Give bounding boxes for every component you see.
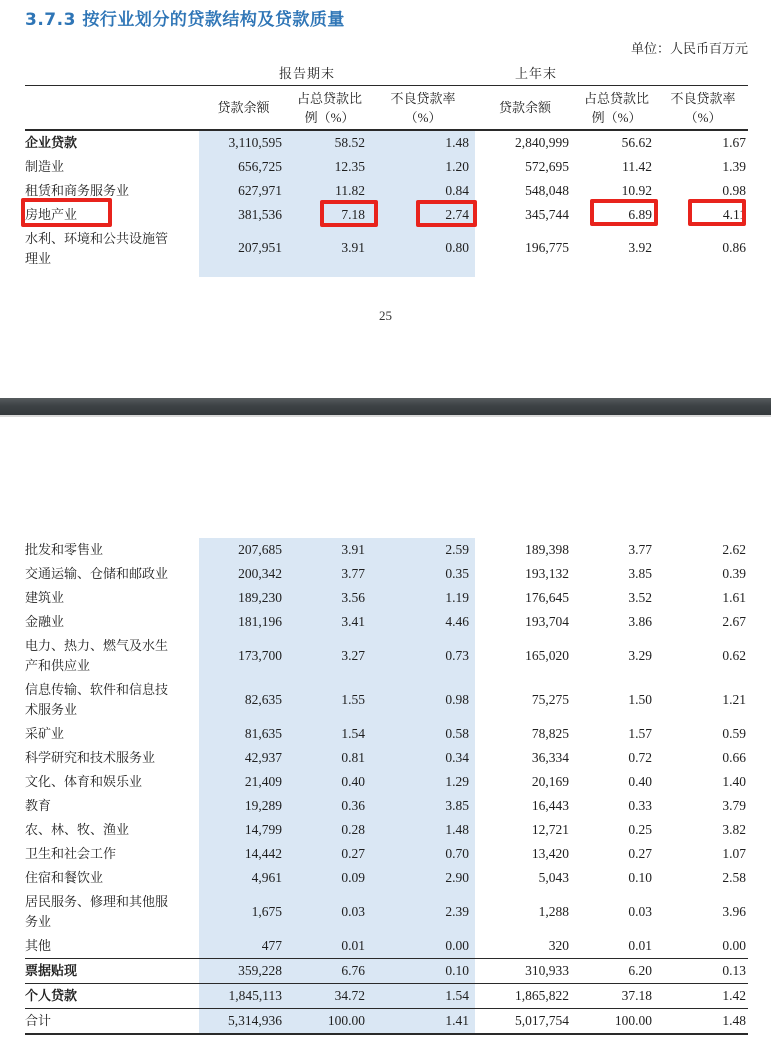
row-label: 建筑业 bbox=[25, 590, 65, 605]
cell-value: 359,228 bbox=[199, 959, 288, 983]
table-body-part2 bbox=[25, 538, 748, 1035]
cell-value: 320 bbox=[548, 938, 569, 953]
cell-value: 1.39 bbox=[722, 159, 746, 174]
row-label: 科学研究和技术服务业 bbox=[25, 750, 156, 765]
section-title: 3.7.3 按行业划分的贷款结构及贷款质量 bbox=[25, 10, 345, 30]
table-row bbox=[25, 958, 748, 983]
cell-value: 1.07 bbox=[722, 846, 746, 861]
column-header-label: 不良贷款率 bbox=[670, 90, 736, 106]
row-label: 企业贷款 bbox=[25, 135, 78, 150]
cell-value: 11.42 bbox=[622, 159, 652, 174]
cell-value: 0.73 bbox=[371, 634, 475, 678]
column-header-label: （%） bbox=[404, 109, 442, 125]
table-row bbox=[25, 538, 748, 562]
cell-value: 16,443 bbox=[531, 798, 569, 813]
cell-value: 181,196 bbox=[199, 610, 288, 634]
cell-value: 165,020 bbox=[525, 648, 569, 663]
group-header-previous-year: 上年末 bbox=[514, 66, 558, 81]
cell-value: 1.21 bbox=[722, 692, 746, 707]
column-header-row bbox=[25, 86, 748, 131]
column-header-share-current bbox=[288, 86, 371, 129]
cell-value: 3.85 bbox=[628, 566, 652, 581]
cell-value: 0.98 bbox=[371, 678, 475, 722]
cell-value: 0.58 bbox=[371, 722, 475, 746]
cell-value: 0.40 bbox=[628, 774, 652, 789]
cell-value: 5,314,936 bbox=[199, 1009, 288, 1033]
row-label: 农、林、牧、渔业 bbox=[25, 822, 130, 837]
cell-value: 75,275 bbox=[531, 692, 569, 707]
loan-table-part1 bbox=[25, 58, 748, 277]
cell-value: 310,933 bbox=[525, 963, 569, 978]
cell-value: 193,704 bbox=[525, 614, 569, 629]
column-header-balance-previous bbox=[475, 86, 575, 129]
cell-value: 42,937 bbox=[199, 746, 288, 770]
cell-value: 37.18 bbox=[621, 988, 652, 1003]
table-row bbox=[25, 562, 748, 586]
table-row bbox=[25, 722, 748, 746]
cell-value: 200,342 bbox=[199, 562, 288, 586]
cell-value: 12,721 bbox=[531, 822, 569, 837]
cell-value: 10.92 bbox=[621, 183, 652, 198]
page-number: 25 bbox=[379, 308, 392, 323]
cell-value: 14,442 bbox=[199, 842, 288, 866]
cell-value: 3.96 bbox=[722, 904, 746, 919]
table-row bbox=[25, 155, 748, 179]
cell-value: 0.72 bbox=[628, 750, 652, 765]
cell-value: 0.03 bbox=[288, 890, 371, 934]
group-header-current-period: 报告期末 bbox=[278, 66, 336, 81]
cell-value: 0.86 bbox=[722, 240, 746, 255]
cell-value: 6.89 bbox=[628, 207, 652, 222]
column-header-empty bbox=[25, 86, 199, 129]
cell-value: 0.01 bbox=[628, 938, 652, 953]
cell-value: 189,230 bbox=[199, 586, 288, 610]
cell-value: 0.80 bbox=[371, 227, 475, 277]
cell-value: 34.72 bbox=[288, 984, 371, 1008]
cell-value: 0.10 bbox=[628, 870, 652, 885]
cell-value: 58.52 bbox=[288, 131, 371, 155]
cell-value: 0.81 bbox=[288, 746, 371, 770]
cell-value: 3.86 bbox=[628, 614, 652, 629]
cell-value: 3.29 bbox=[628, 648, 652, 663]
row-label: 批发和零售业 bbox=[25, 542, 104, 557]
cell-value: 0.25 bbox=[628, 822, 652, 837]
cell-value: 1.29 bbox=[371, 770, 475, 794]
table-row bbox=[25, 842, 748, 866]
cell-value: 1.54 bbox=[288, 722, 371, 746]
cell-value: 6.20 bbox=[628, 963, 652, 978]
cell-value: 173,700 bbox=[199, 634, 288, 678]
cell-value: 20,169 bbox=[531, 774, 569, 789]
cell-value: 3.52 bbox=[628, 590, 652, 605]
cell-value: 1.41 bbox=[371, 1009, 475, 1033]
cell-value: 13,420 bbox=[531, 846, 569, 861]
cell-value: 0.33 bbox=[628, 798, 652, 813]
cell-value: 2.74 bbox=[371, 203, 475, 227]
column-header-share-previous bbox=[575, 86, 658, 129]
row-label: 居民服务、修理和其他服务业 bbox=[25, 894, 169, 929]
cell-value: 0.98 bbox=[722, 183, 746, 198]
cell-value: 0.59 bbox=[722, 726, 746, 741]
cell-value: 572,695 bbox=[525, 159, 569, 174]
cell-value: 3.91 bbox=[288, 538, 371, 562]
cell-value: 2.59 bbox=[371, 538, 475, 562]
row-label: 卫生和社会工作 bbox=[25, 846, 117, 861]
cell-value: 3.79 bbox=[722, 798, 746, 813]
cell-value: 656,725 bbox=[199, 155, 288, 179]
cell-value: 193,132 bbox=[525, 566, 569, 581]
cell-value: 0.27 bbox=[288, 842, 371, 866]
cell-value: 0.10 bbox=[371, 959, 475, 983]
cell-value: 3.82 bbox=[722, 822, 746, 837]
cell-value: 4.11 bbox=[722, 207, 746, 222]
cell-value: 4,961 bbox=[199, 866, 288, 890]
cell-value: 3.85 bbox=[371, 794, 475, 818]
cell-value: 3.77 bbox=[628, 542, 652, 557]
row-label: 住宿和餐饮业 bbox=[25, 870, 104, 885]
table-row bbox=[25, 634, 748, 678]
cell-value: 3.77 bbox=[288, 562, 371, 586]
table-row bbox=[25, 1008, 748, 1035]
cell-value: 2.62 bbox=[722, 542, 746, 557]
column-header-npl-previous bbox=[658, 86, 748, 129]
cell-value: 1.54 bbox=[371, 984, 475, 1008]
cell-value: 0.27 bbox=[628, 846, 652, 861]
cell-value: 1.48 bbox=[722, 1013, 746, 1028]
cell-value: 0.62 bbox=[722, 648, 746, 663]
table-row bbox=[25, 678, 748, 722]
row-label: 租赁和商务服务业 bbox=[25, 183, 130, 198]
group-header-row bbox=[25, 58, 748, 86]
cell-value: 1,675 bbox=[199, 890, 288, 934]
column-header-label: 贷款余额 bbox=[217, 100, 270, 115]
cell-value: 0.36 bbox=[288, 794, 371, 818]
cell-value: 2.39 bbox=[371, 890, 475, 934]
cell-value: 627,971 bbox=[199, 179, 288, 203]
cell-value: 4.46 bbox=[371, 610, 475, 634]
cell-value: 21,409 bbox=[199, 770, 288, 794]
table-row bbox=[25, 934, 748, 958]
row-label: 水利、环境和公共设施管理业 bbox=[25, 231, 169, 266]
cell-value: 0.00 bbox=[371, 934, 475, 958]
cell-value: 0.35 bbox=[371, 562, 475, 586]
column-header-label: 占总贷款比 bbox=[296, 90, 362, 106]
cell-value: 1.50 bbox=[628, 692, 652, 707]
row-label: 交通运输、仓储和邮政业 bbox=[25, 566, 169, 581]
cell-value: 3.91 bbox=[288, 227, 371, 277]
cell-value: 345,744 bbox=[525, 207, 569, 222]
column-header-label: 例（%） bbox=[591, 109, 642, 125]
cell-value: 6.76 bbox=[288, 959, 371, 983]
cell-value: 0.34 bbox=[371, 746, 475, 770]
cell-value: 1.61 bbox=[722, 590, 746, 605]
row-label: 房地产业 bbox=[25, 207, 78, 222]
cell-value: 3.41 bbox=[288, 610, 371, 634]
row-label: 信息传输、软件和信息技术服务业 bbox=[25, 682, 169, 717]
cell-value: 2,840,999 bbox=[515, 135, 569, 150]
cell-value: 0.40 bbox=[288, 770, 371, 794]
cell-value: 548,048 bbox=[525, 183, 569, 198]
cell-value: 82,635 bbox=[199, 678, 288, 722]
column-header-label: 不良贷款率 bbox=[390, 90, 456, 106]
cell-value: 0.70 bbox=[371, 842, 475, 866]
cell-value: 3.56 bbox=[288, 586, 371, 610]
cell-value: 207,951 bbox=[199, 227, 288, 277]
cell-value: 207,685 bbox=[199, 538, 288, 562]
cell-value: 1.48 bbox=[371, 131, 475, 155]
table-row bbox=[25, 586, 748, 610]
cell-value: 1,288 bbox=[538, 904, 569, 919]
table-row bbox=[25, 610, 748, 634]
page-separator-bar bbox=[0, 398, 771, 417]
cell-value: 3,110,595 bbox=[199, 131, 288, 155]
cell-value: 12.35 bbox=[288, 155, 371, 179]
cell-value: 196,775 bbox=[525, 240, 569, 255]
cell-value: 1.48 bbox=[371, 818, 475, 842]
cell-value: 11.82 bbox=[288, 179, 371, 203]
cell-value: 1.42 bbox=[722, 988, 746, 1003]
row-label: 文化、体育和娱乐业 bbox=[25, 774, 143, 789]
row-label: 票据贴现 bbox=[25, 963, 78, 978]
table-body-part1 bbox=[25, 131, 748, 277]
column-header-label: 例（%） bbox=[304, 109, 355, 125]
cell-value: 3.27 bbox=[288, 634, 371, 678]
cell-value: 0.66 bbox=[722, 750, 746, 765]
cell-value: 1.20 bbox=[371, 155, 475, 179]
column-header-label: 占总贷款比 bbox=[583, 90, 649, 106]
cell-value: 189,398 bbox=[525, 542, 569, 557]
cell-value: 36,334 bbox=[531, 750, 569, 765]
unit-note: 单位：人民币百万元 bbox=[630, 41, 748, 56]
cell-value: 1,845,113 bbox=[199, 984, 288, 1008]
cell-value: 2.67 bbox=[722, 614, 746, 629]
cell-value: 19,289 bbox=[199, 794, 288, 818]
cell-value: 0.03 bbox=[628, 904, 652, 919]
cell-value: 1.57 bbox=[628, 726, 652, 741]
cell-value: 0.84 bbox=[371, 179, 475, 203]
cell-value: 7.18 bbox=[288, 203, 371, 227]
row-label: 制造业 bbox=[25, 159, 65, 174]
table-row bbox=[25, 818, 748, 842]
cell-value: 56.62 bbox=[621, 135, 652, 150]
cell-value: 81,635 bbox=[199, 722, 288, 746]
cell-value: 0.28 bbox=[288, 818, 371, 842]
cell-value: 1.40 bbox=[722, 774, 746, 789]
cell-value: 1.55 bbox=[288, 678, 371, 722]
column-header-balance-current bbox=[199, 86, 288, 129]
cell-value: 100.00 bbox=[288, 1009, 371, 1033]
cell-value: 3.92 bbox=[628, 240, 652, 255]
column-header-label: （%） bbox=[684, 109, 722, 125]
table-row bbox=[25, 746, 748, 770]
row-label: 个人贷款 bbox=[25, 988, 78, 1003]
cell-value: 0.09 bbox=[288, 866, 371, 890]
row-label: 采矿业 bbox=[25, 726, 65, 741]
table-row bbox=[25, 794, 748, 818]
row-label: 其他 bbox=[25, 938, 52, 953]
cell-value: 1,865,822 bbox=[515, 988, 569, 1003]
cell-value: 0.01 bbox=[288, 934, 371, 958]
loan-table-part2 bbox=[25, 538, 748, 1035]
cell-value: 2.90 bbox=[371, 866, 475, 890]
cell-value: 5,017,754 bbox=[515, 1013, 569, 1028]
cell-value: 1.19 bbox=[371, 586, 475, 610]
cell-value: 100.00 bbox=[614, 1013, 652, 1028]
table-row bbox=[25, 227, 748, 277]
table-row bbox=[25, 179, 748, 203]
cell-value: 176,645 bbox=[525, 590, 569, 605]
table-row bbox=[25, 203, 748, 227]
table-row bbox=[25, 770, 748, 794]
cell-value: 381,536 bbox=[199, 203, 288, 227]
cell-value: 0.00 bbox=[722, 938, 746, 953]
table-row bbox=[25, 131, 748, 155]
column-header-npl-current bbox=[371, 86, 475, 129]
cell-value: 5,043 bbox=[538, 870, 569, 885]
column-header-label: 贷款余额 bbox=[498, 100, 551, 115]
table-row bbox=[25, 866, 748, 890]
cell-value: 0.39 bbox=[722, 566, 746, 581]
cell-value: 2.58 bbox=[722, 870, 746, 885]
cell-value: 78,825 bbox=[531, 726, 569, 741]
table-row bbox=[25, 983, 748, 1008]
table-row bbox=[25, 890, 748, 934]
row-label: 电力、热力、燃气及水生产和供应业 bbox=[25, 638, 169, 673]
cell-value: 14,799 bbox=[199, 818, 288, 842]
row-label: 合计 bbox=[25, 1013, 52, 1028]
row-label: 教育 bbox=[25, 798, 52, 813]
cell-value: 0.13 bbox=[722, 963, 746, 978]
cell-value: 1.67 bbox=[722, 135, 746, 150]
row-label: 金融业 bbox=[25, 614, 65, 629]
cell-value: 477 bbox=[199, 934, 288, 958]
